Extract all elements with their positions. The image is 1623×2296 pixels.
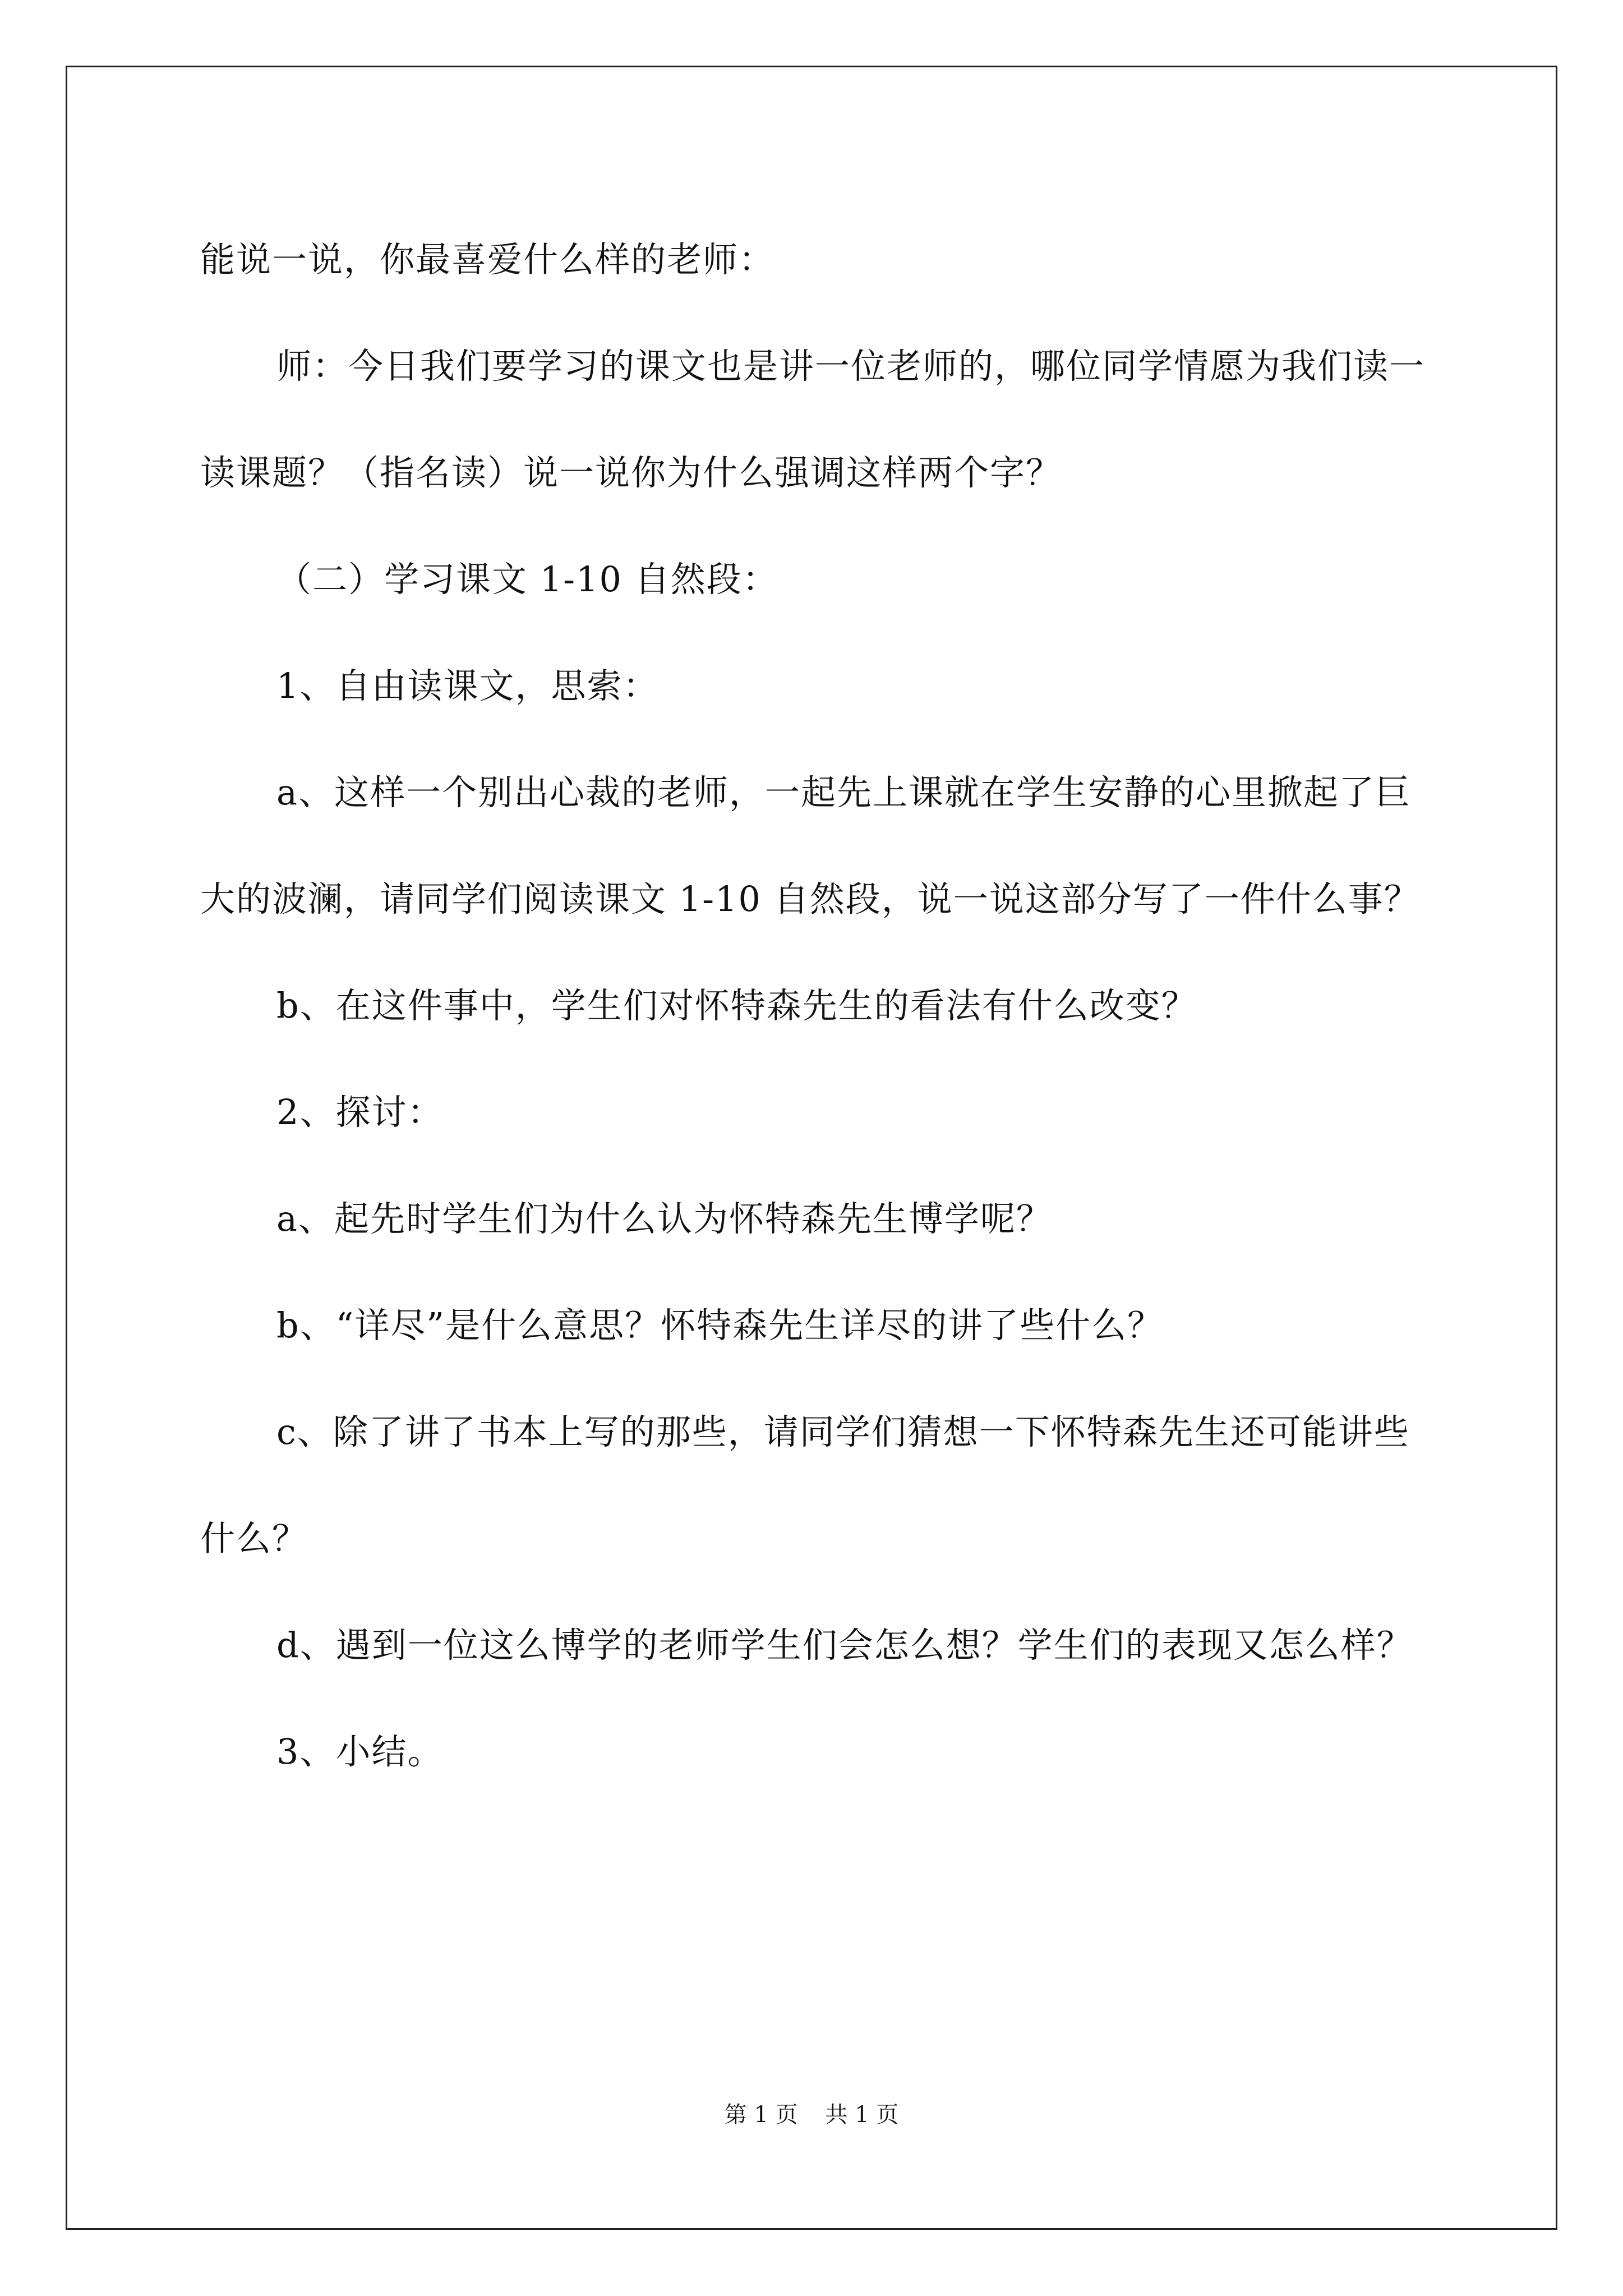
- paragraph: （二）学习课文 1-10 自然段：: [276, 559, 778, 600]
- paragraph: a、这样一个别出心裁的老师，一起先上课就在学生安静的心里掀起了巨大的波澜，请同学们阅读课文 1-10 自然段，说一说这部分写了一件什么事？: [200, 772, 1420, 919]
- page-footer: [0, 2097, 1623, 2129]
- document-body: [200, 206, 1428, 1805]
- paragraph: 1、自由读课文，思索：: [276, 665, 659, 706]
- paragraph: a、起先时学生们为什么认为怀特森先生博学呢？: [276, 1198, 1052, 1239]
- paragraph: b、“详尽”是什么意思？怀特森先生详尽的讲了些什么？: [276, 1305, 1164, 1346]
- paragraph: c、除了讲了书本上写的那些，请同学们猜想一下怀特森先生还可能讲些什么？: [200, 1411, 1410, 1559]
- paragraph: 2、探讨：: [276, 1092, 444, 1133]
- page-total: 共 1 页: [825, 2102, 899, 2128]
- paragraph: 3、小结。: [276, 1731, 444, 1772]
- paragraph: d、遇到一位这么博学的老师学生们会怎么想？学生们的表现又怎么样？: [276, 1625, 1413, 1665]
- page-number: 第 1 页: [724, 2102, 798, 2128]
- paragraph: 能说一说，你最喜爱什么样的老师：: [200, 239, 775, 280]
- paragraph: b、在这件事中，学生们对怀特森先生的看法有什么改变？: [276, 985, 1197, 1026]
- paragraph: 师：今日我们要学习的课文也是讲一位老师的，哪位同学情愿为我们读一读课题？（指名读）说一说你为什么强调这样两个字？: [200, 346, 1426, 493]
